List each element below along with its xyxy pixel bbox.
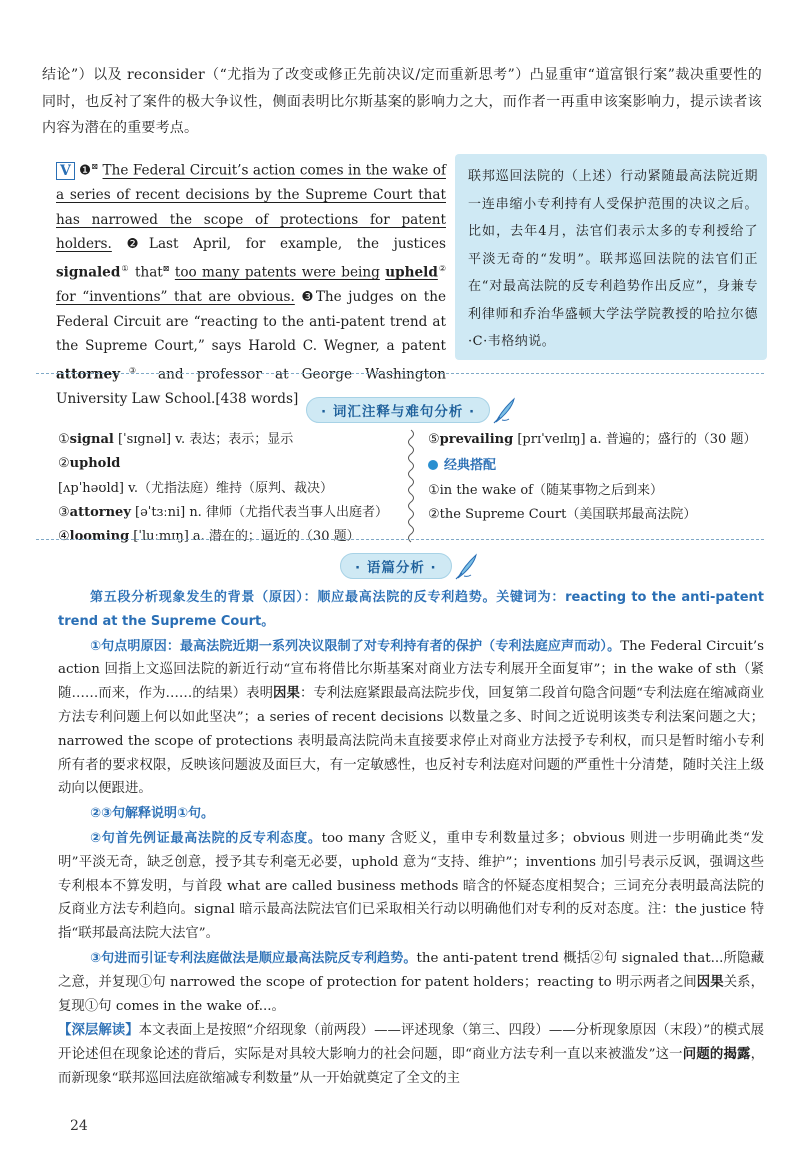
vocab-word-attorney: attorney bbox=[56, 366, 121, 383]
divider bbox=[36, 373, 764, 374]
vocab-num: ⑤ bbox=[428, 432, 440, 447]
sentence-number-1: ❶ bbox=[78, 162, 92, 179]
collocation-header bbox=[428, 454, 768, 478]
vocab-list bbox=[58, 428, 398, 549]
vocab-num: ④ bbox=[58, 529, 70, 545]
sentence-1: The Federal Circuit’s action comes in the wake of a series of recent decisions by the Supreme Court that has narrowed the scope of protections for patent holders. bbox=[56, 162, 446, 253]
vocab-item-1 bbox=[58, 428, 398, 452]
vocab-word: attorney bbox=[69, 504, 131, 520]
analysis-heading: ②句首先例证最高法院的反专利态度。 bbox=[90, 830, 322, 846]
deep-reading-label: 【深层解读】 bbox=[58, 1023, 139, 1039]
analysis-body bbox=[58, 586, 764, 1092]
analysis-para-3 bbox=[58, 802, 764, 826]
analysis-heading: ①句点明原因：最高法院近期一系列决议限制了对专利持有者的保护（专利法庭应声而动）。 bbox=[90, 638, 621, 654]
note-ref-3: ③ bbox=[120, 365, 145, 375]
translation-text: 联邦巡回法院的（上述）行动紧随最高法院近期一连串缩小专利持有人受保护范围的决议之后。比如，去年4月，法官们表示太多的专利授给了平淡无奇的“发明”。联邦巡回法院的法官们正在“对最高法院的反专利趋势作出反应”，身兼专利律师和乔治华盛顿大学法学院教授的哈拉尔德·C·韦格纳说。 bbox=[468, 169, 758, 349]
vocab-def: [ˈsɪgnəl] v. 表达；表示；显示 bbox=[113, 432, 294, 447]
sentence-2-part-a: Last April, for example, the justices bbox=[148, 236, 447, 253]
sentence-3-part-b: and professor at George Washington University Law School. bbox=[56, 366, 446, 407]
analysis-para-4 bbox=[58, 827, 764, 946]
collocation-item-2: ②the Supreme Court（美国联邦最高法院） bbox=[428, 506, 697, 522]
vocab-def: [ˈluːmɪŋ] a. 潜在的；逼近的（30 题） bbox=[129, 529, 360, 545]
sentence-number-3: ❸ bbox=[301, 289, 316, 306]
analysis-text: ：专利法庭紧跟最高法院步伐，回复第二段首句隐含问题“专利法庭在缩减商业方法专利问题上何以如此坚决”；a series of recent decisions 以数量之多、时间之近说明该类专利法案问题之大；narrowed the scope of protections 表明最高法院尚未直接要求停止对商业方法授予专利权，而只是暂时缩小专利所有者的要求权限，反映该问题波及面巨大，有一定敏感性，也反衬专利法庭对问题的严重性十分清楚，随时关注上级动向以便跟进。 bbox=[58, 686, 765, 797]
analysis-emphasis: 问题的揭露 bbox=[682, 1046, 751, 1063]
vocab-section-header bbox=[306, 396, 518, 424]
vocab-num: ② bbox=[58, 456, 70, 472]
analysis-para-2 bbox=[58, 635, 764, 802]
vocab-item-5 bbox=[428, 428, 768, 452]
analysis-para-6 bbox=[58, 1019, 764, 1090]
analysis-text: The Federal Circuit’s action 回指上文巡回法院的新近行动“宣布将借比尔斯基案对商业方法专利展开全面复审”；in the wake of sth（紧随……而来，作为……的结果）表明 bbox=[58, 638, 764, 702]
analysis-text: too many 含贬义，重申专利数量过多；obvious 则进一步明确此类“发明”平淡无奇，缺乏创意，授予其专利毫无必要，uphold 意为“支持、维护”；inventions 加引号表示反讽，强调这些专利根本不算发明，与首段 what are called business methods 暗含的怀疑态度相契合；三词充分表明最高法院的反商业方法专利趋向。signal 暗示最高法院法官们已采取相关行动以明确他们对专利的反对态度。注：the justice 特指“联邦最高法院大法官”。 bbox=[58, 830, 765, 942]
note-ref-2: ② bbox=[437, 263, 447, 273]
vocab-word: looming bbox=[69, 529, 130, 545]
paragraph-marker: V bbox=[56, 162, 75, 180]
vocab-word: uphold bbox=[69, 456, 121, 472]
word-count: [438 words] bbox=[215, 390, 299, 407]
vocab-num: ③ bbox=[58, 504, 70, 520]
vocab-item-2 bbox=[58, 452, 398, 501]
vocab-def: [prɪˈveɪlɪŋ] a. 普遍的；盛行的（30 题） bbox=[513, 432, 757, 447]
vocab-word: prevailing bbox=[439, 432, 514, 447]
vocab-section-title: · 词汇注释与难句分析 · bbox=[306, 397, 490, 423]
analysis-section-title: · 语篇分析 · bbox=[340, 553, 452, 579]
analysis-section-header bbox=[340, 552, 480, 580]
vocab-def: [ʌpˈhəʊld] v.（尤指法庭）维持（原判、裁决） bbox=[58, 480, 334, 496]
reading-passage bbox=[56, 155, 447, 407]
analysis-text: 本文表面上是按照“介绍现象（前两段）——评述现象（第三、四段）——分析现象原因（末段）”的模式展开论述但在现象论述的背后，实际是对具较大影响力的社会问题，即“商业方法专利一直以来被滥发”这一 bbox=[58, 1023, 765, 1063]
chain-divider-icon bbox=[404, 428, 418, 546]
vocab-word: signal bbox=[69, 432, 114, 447]
analysis-emphasis: 因果 bbox=[273, 685, 300, 702]
vocab-def: [əˈtɜːni] n. 律师（尤指代表当事人出庭者） bbox=[130, 504, 388, 520]
vocab-list-right bbox=[428, 428, 768, 527]
sentence-2-part-c: too many patents were being bbox=[174, 264, 380, 281]
analysis-heading: 第五段分析现象发生的背景（原因）：顺应最高法院的反专利趋势。关键词为：reacting to the anti-patent trend at the Supreme Court。 bbox=[58, 590, 764, 629]
vocab-word-signaled: signaled bbox=[56, 264, 121, 281]
key-sentence-icon: ⊠ bbox=[162, 263, 170, 273]
analysis-heading: ②③句解释说明①句。 bbox=[90, 806, 215, 822]
sentence-2-part-d: for “inventions” that are obvious. bbox=[56, 289, 295, 306]
sentence-3-part-a: The judges on the Federal Circuit are “reacting to the anti-patent trend at the Supreme Court,” says Harold C. Wegner, a patent bbox=[56, 289, 446, 355]
analysis-para-5 bbox=[58, 947, 764, 1018]
collocation-title: 经典搭配 bbox=[444, 458, 497, 474]
analysis-emphasis: 因果 bbox=[696, 973, 724, 990]
quill-pen-icon bbox=[454, 552, 480, 580]
divider bbox=[36, 539, 764, 540]
vocab-word-upheld: upheld bbox=[385, 264, 438, 281]
vocab-item-3 bbox=[58, 501, 398, 525]
analysis-heading: ③句进而引证专利法庭做法是顺应最高法院反专利趋势。 bbox=[90, 950, 417, 966]
analysis-text: 关系，复现①句 comes in the wake of...。 bbox=[58, 974, 765, 1014]
note-ref-1: ① bbox=[120, 263, 130, 273]
intro-paragraph: 结论”）以及 reconsider（“尤指为了改变或修正先前决议/定而重新思考”）凸显重审“道富银行案”裁决重要性的同时，也反衬了案件的极大争议性，侧面表明比尔斯基案的影响力之大，而作者一再重申该案影响力，提示读者该内容为潜在的重要考点。 bbox=[42, 67, 762, 136]
analysis-para-1 bbox=[58, 586, 764, 634]
sentence-number-2: ❷ bbox=[126, 236, 149, 253]
vocab-num: ① bbox=[58, 432, 70, 447]
quill-pen-icon bbox=[492, 396, 518, 424]
sentence-2-part-b: that bbox=[134, 264, 163, 281]
bullet-dot-icon bbox=[428, 460, 438, 470]
vocab-item-4 bbox=[58, 525, 398, 549]
key-sentence-icon: ⊠ bbox=[91, 162, 99, 171]
analysis-text: the anti-patent trend 概括②句 signaled that...所隐藏之意，并复现①句 narrowed the scope of protection for patent holders；reacting to 明示两者之间 bbox=[58, 950, 765, 990]
collocation-item-1: ①in the wake of（随某事物之后到来） bbox=[428, 482, 663, 498]
page-number: 24 bbox=[70, 1118, 88, 1134]
analysis-text: ，而新现象“联邦巡回法庭欲缩减专利数量”从一开始就奠定了全文的主 bbox=[58, 1047, 764, 1086]
